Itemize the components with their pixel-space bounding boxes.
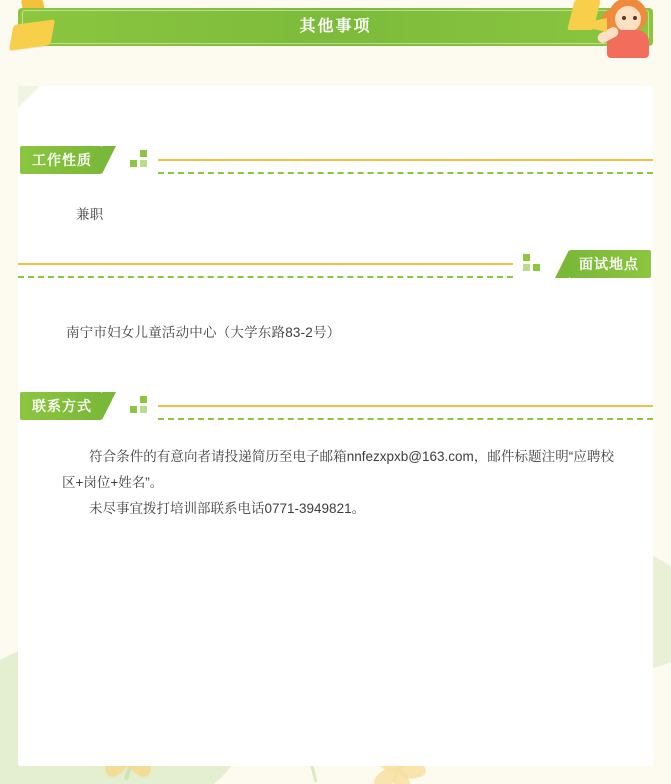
divider-dashed [18, 276, 513, 278]
divider-dashed [158, 172, 653, 174]
page-header [0, 0, 671, 62]
divider-solid [18, 263, 513, 265]
contact-paragraph: 未尽事宜拨打培训部联系电话0771-3949821。 [89, 501, 366, 516]
section-label-interview-location: 面试地点 [569, 250, 651, 278]
corner-decoration-icon [18, 86, 40, 108]
square-dots-icon [130, 150, 156, 170]
page-title: 其他事项 [299, 18, 372, 35]
square-dots-icon [517, 254, 543, 274]
announcer-girl-icon [595, 0, 661, 56]
job-nature-value: 兼职 [76, 207, 104, 222]
divider-solid [158, 405, 653, 407]
interview-location-value: 南宁市妇女儿童活动中心（大学东路83-2号） [66, 325, 341, 340]
contact-paragraph: 符合条件的有意向者请投递简历至电子邮箱nnfezxpxb@163.com，邮件标题注明“应聘校区+岗位+姓名”。 [62, 449, 614, 490]
section-label-contact: 联系方式 [20, 392, 102, 420]
divider-solid [158, 159, 653, 161]
square-dots-icon [130, 396, 156, 416]
section-label-job-nature: 工作性质 [20, 146, 102, 174]
content-card [18, 86, 653, 766]
divider-dashed [158, 418, 653, 420]
